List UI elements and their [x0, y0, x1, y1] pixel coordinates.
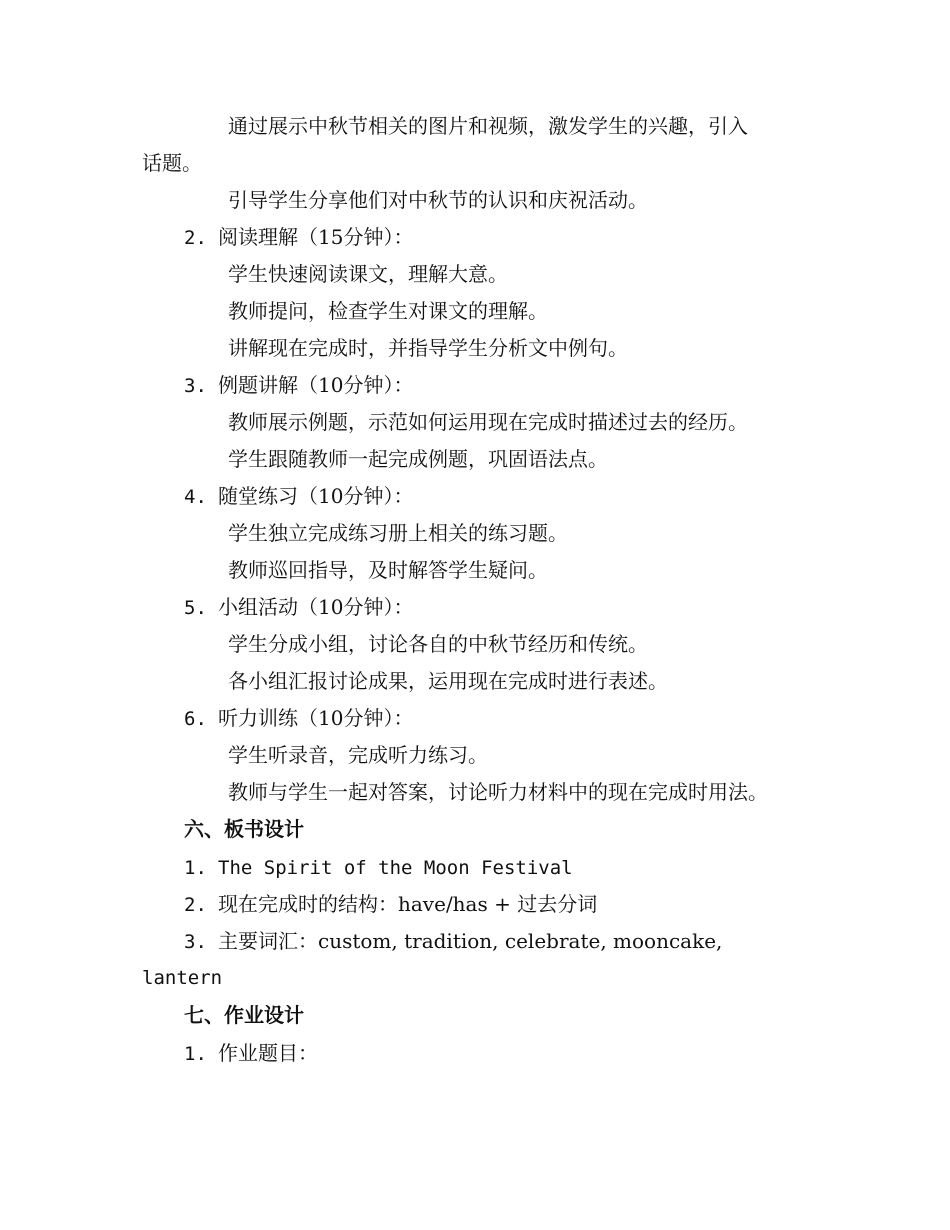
- step-number: 2.: [184, 227, 207, 249]
- section-6-item-2: [184, 890, 597, 919]
- step-5-title: [184, 593, 413, 622]
- step-2-item-3: 讲解现在完成时，并指导学生分析文中例句。: [228, 336, 628, 360]
- step-number: 6.: [184, 708, 207, 730]
- item-text: 主要词汇：custom, tradition, celebrate, mooncake,: [218, 929, 723, 953]
- section-7-item-1: [184, 1039, 318, 1068]
- section-6-item-1: [184, 853, 573, 882]
- step-title: 阅读理解（15分钟）：: [218, 225, 414, 249]
- step-5-item-1: 学生分成小组，讨论各自的中秋节经历和传统。: [228, 632, 648, 656]
- step-2-title: [184, 223, 413, 252]
- step-title: 小组活动（10分钟）：: [218, 595, 414, 619]
- item-text: 作业题目：: [218, 1041, 318, 1065]
- item-text: The Spirit of the Moon Festival: [218, 857, 573, 879]
- step-2-item-1: 学生快速阅读课文，理解大意。: [228, 262, 508, 286]
- step1-line-a-wrap: 话题。: [142, 151, 202, 175]
- item-text: 现在完成时的结构：have/has + 过去分词: [218, 892, 598, 916]
- item-number: 1.: [184, 1043, 207, 1065]
- step-3-item-2: 学生跟随教师一起完成例题，巩固语法点。: [228, 447, 608, 471]
- item-number: 3.: [184, 931, 207, 953]
- step-3-title: [184, 371, 413, 400]
- item-number: 2.: [184, 894, 207, 916]
- step-6-item-1: 学生听录音，完成听力练习。: [228, 743, 488, 767]
- section-6-heading: 六、板书设计: [184, 817, 304, 841]
- step-title: 随堂练习（10分钟）：: [218, 484, 414, 508]
- step-number: 4.: [184, 486, 207, 508]
- step-5-item-2: 各小组汇报讨论成果，运用现在完成时进行表述。: [228, 669, 668, 693]
- section-6-item-3: [184, 927, 722, 956]
- step-4-item-1: 学生独立完成练习册上相关的练习题。: [228, 521, 568, 545]
- item-number: 1.: [184, 857, 207, 879]
- step-number: 5.: [184, 597, 207, 619]
- step-title: 例题讲解（10分钟）：: [218, 373, 414, 397]
- section-7-heading: 七、作业设计: [184, 1003, 304, 1027]
- step-6-item-2: 教师与学生一起对答案，讨论听力材料中的现在完成时用法。: [228, 780, 768, 804]
- step-number: 3.: [184, 375, 207, 397]
- step-3-item-1: 教师展示例题，示范如何运用现在完成时描述过去的经历。: [228, 410, 748, 434]
- step-4-title: [184, 482, 413, 511]
- step-title: 听力训练（10分钟）：: [218, 706, 414, 730]
- step-6-title: [184, 704, 413, 733]
- step1-line-a: 通过展示中秋节相关的图片和视频，激发学生的兴趣，引入: [228, 114, 748, 138]
- step-4-item-2: 教师巡回指导，及时解答学生疑问。: [228, 558, 548, 582]
- step-2-item-2: 教师提问，检查学生对课文的理解。: [228, 299, 548, 323]
- step1-line-b: 引导学生分享他们对中秋节的认识和庆祝活动。: [228, 188, 648, 212]
- section-6-item-3-wrap: lantern: [142, 967, 223, 989]
